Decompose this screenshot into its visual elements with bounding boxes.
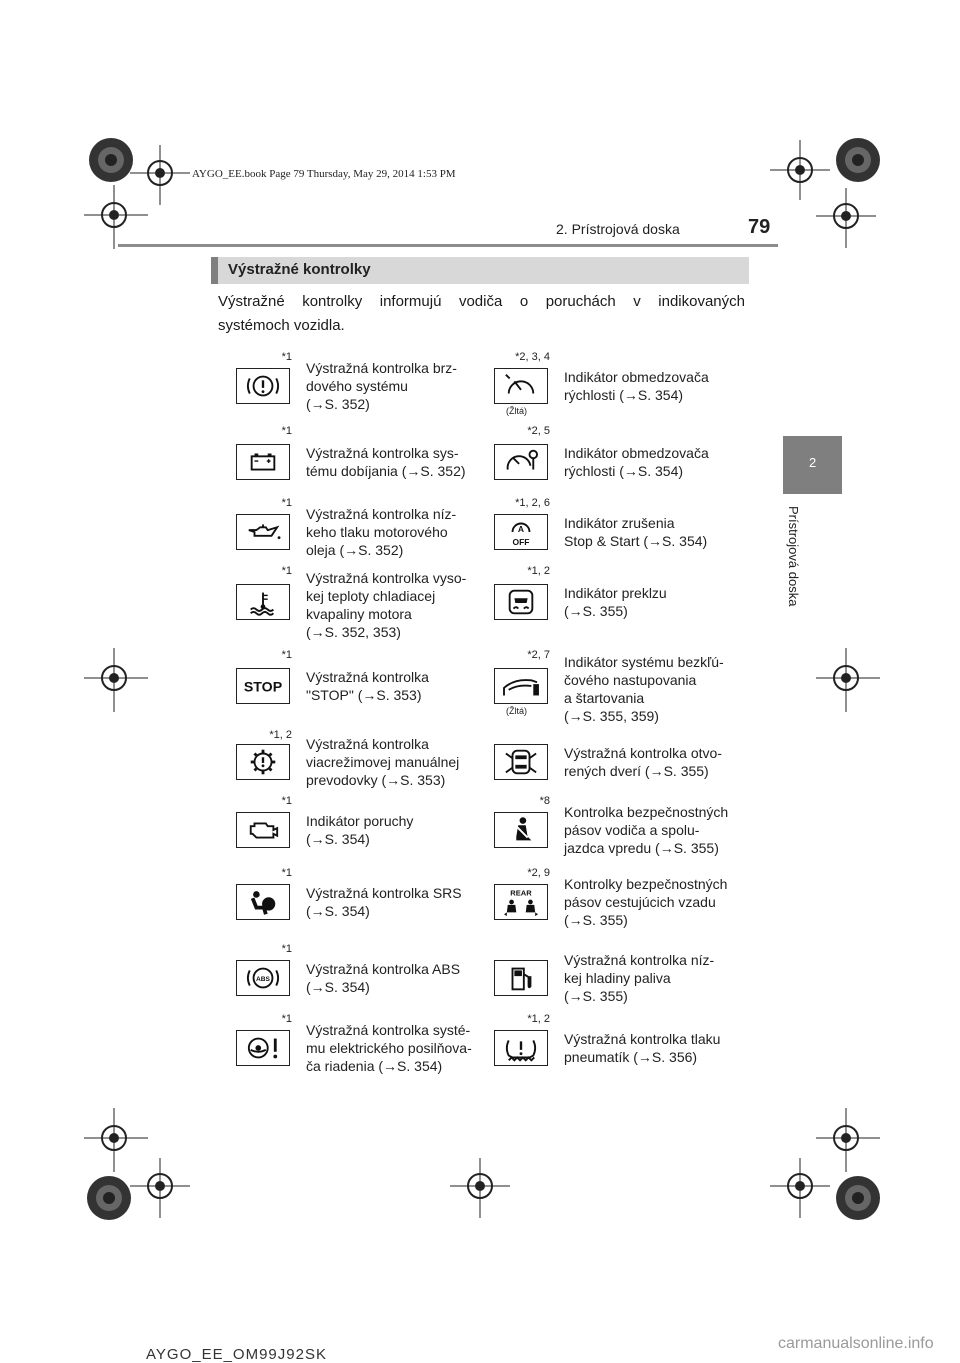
footnote-marker: *1 [281, 795, 292, 807]
crosshair-left-icon [84, 185, 148, 249]
color-note: (Žltá) [506, 706, 527, 716]
right-cell-description: Výstražná kontrolka tlaku pneumatík (→S. 356) [564, 1031, 721, 1065]
registration-mark-top-right-icon [830, 135, 886, 191]
smart-entry-icon [494, 668, 548, 704]
brake-warning-icon [236, 368, 290, 404]
svg-text:OFF: OFF [512, 537, 530, 548]
chapter-label: Prístrojová doska [786, 506, 801, 607]
right-cell-description: Kontrolky bezpečnostných pásov cestujúcich vzadu (→S. 355) [564, 876, 728, 928]
right-cell-description: Indikátor systému bezkľú- čového nastupovania a štartovania (→S. 355, 359) [564, 654, 724, 724]
footnote-marker: *1 [281, 867, 292, 879]
stop-start-off-icon [494, 514, 548, 550]
footnote-marker: *1, 2 [527, 1013, 550, 1025]
footnote-marker: *2, 3, 4 [515, 351, 550, 363]
svg-text:ABS: ABS [256, 975, 270, 983]
footnote-marker: *1, 2, 6 [515, 497, 550, 509]
footnote-marker: *2, 5 [527, 425, 550, 437]
watermark: carmanualsonline.info [778, 1335, 934, 1352]
crosshair-bottom-right2-icon [770, 1158, 830, 1218]
check-engine-icon [236, 812, 290, 848]
footnote-marker: *2, 9 [527, 867, 550, 879]
right-cell-description: Výstražná kontrolka otvo- rených dverí (→S. 355) [564, 745, 722, 779]
crosshair-mid-left-icon [84, 648, 148, 712]
book-info: AYGO_EE.book Page 79 Thursday, May 29, 2014 1:53 PM [192, 168, 456, 180]
footnote-marker: *1, 2 [269, 729, 292, 741]
right-cell-description: Kontrolka bezpečnostných pásov vodiča a spolu- jazdca vpredu (→S. 355) [564, 804, 729, 856]
chapter-number: 2 [809, 455, 817, 470]
speed-limiter-warning-icon [494, 444, 548, 480]
footnote-marker: *1 [281, 943, 292, 955]
left-cell-description: Výstražná kontrolka brz- dového systému (→S. 352) [306, 360, 457, 412]
right-cell-description: Výstražná kontrolka níz- kej hladiny paliva (→S. 355) [564, 952, 715, 1004]
battery-icon [236, 444, 290, 480]
rear-seatbelt-icon [494, 884, 548, 920]
left-cell-description: Výstražná kontrolka systé- mu elektrického posilňova- ča riadenia (→S. 354) [306, 1022, 472, 1074]
registration-mark-bottom-left-icon [84, 1170, 140, 1226]
power-steering-icon [236, 1030, 290, 1066]
left-cell-description: Výstražná kontrolka níz- keho tlaku motorového oleja (→S. 352) [306, 506, 457, 558]
chapter-tab [783, 436, 842, 494]
header-rule [118, 244, 778, 247]
footnote-marker: *1 [281, 649, 292, 661]
seatbelt-icon [494, 812, 548, 848]
left-cell-description: Výstražná kontrolka vyso- kej teploty chladiacej kvapaliny motora (→S. 352, 353) [306, 570, 467, 640]
footnote-marker: *1 [281, 497, 292, 509]
svg-text:A: A [517, 524, 525, 534]
left-cell-description: Indikátor poruchy (→S. 354) [306, 813, 414, 847]
color-note: (Žltá) [506, 406, 527, 416]
left-cell-description: Výstražná kontrolka ABS (→S. 354) [306, 961, 461, 995]
svg-text:STOP: STOP [243, 679, 283, 696]
section-heading: Výstražné kontrolky [211, 257, 749, 284]
right-cell-description: Indikátor obmedzovača rýchlosti (→S. 354) [564, 369, 709, 403]
door-open-icon [494, 744, 548, 780]
coolant-temp-icon [236, 584, 290, 620]
transmission-icon [236, 744, 290, 780]
footnote-marker: *1 [281, 1013, 292, 1025]
left-cell-description: Výstražná kontrolka "STOP" (→S. 353) [306, 669, 429, 703]
footnote-marker: *8 [539, 795, 550, 807]
footer-code: AYGO_EE_OM99J92SK [146, 1346, 327, 1363]
footnote-marker: *2, 7 [527, 649, 550, 661]
speed-limiter-icon [494, 368, 548, 404]
oil-pressure-icon [236, 514, 290, 550]
crosshair-mid-right-icon [816, 648, 880, 712]
low-fuel-icon [494, 960, 548, 996]
slip-indicator-icon [494, 584, 548, 620]
crosshair-bottom-center-icon [450, 1158, 510, 1218]
svg-text:REAR: REAR [510, 888, 532, 898]
page-number: 79 [748, 216, 771, 238]
left-cell-description: Výstražná kontrolka sys- tému dobíjania (→S. 352) [306, 445, 466, 479]
right-cell-description: Indikátor obmedzovača rýchlosti (→S. 354) [564, 445, 709, 479]
abs-icon [236, 960, 290, 996]
left-cell-description: Výstražná kontrolka viacrežimovej manuálnej prevodovky (→S. 353) [306, 736, 460, 788]
crosshair-right-icon [816, 188, 876, 248]
registration-mark-bottom-right-icon [830, 1170, 886, 1226]
footnote-marker: *1 [281, 425, 292, 437]
footnote-marker: *1 [281, 351, 292, 363]
footnote-marker: *1 [281, 565, 292, 577]
stop-icon [236, 668, 290, 704]
left-cell-description: Výstražná kontrolka SRS (→S. 354) [306, 885, 462, 919]
footnote-marker: *1, 2 [527, 565, 550, 577]
intro-paragraph: Výstražné kontrolky informujú vodiča o poruchách v indikovaných systémoch vozidla. [218, 293, 745, 334]
right-cell-description: Indikátor zrušenia Stop & Start (→S. 354) [564, 515, 708, 549]
running-head: 2. Prístrojová doska [556, 221, 680, 237]
right-cell-description: Indikátor preklzu (→S. 355) [564, 585, 667, 619]
srs-airbag-icon [236, 884, 290, 920]
tire-pressure-icon [494, 1030, 548, 1066]
